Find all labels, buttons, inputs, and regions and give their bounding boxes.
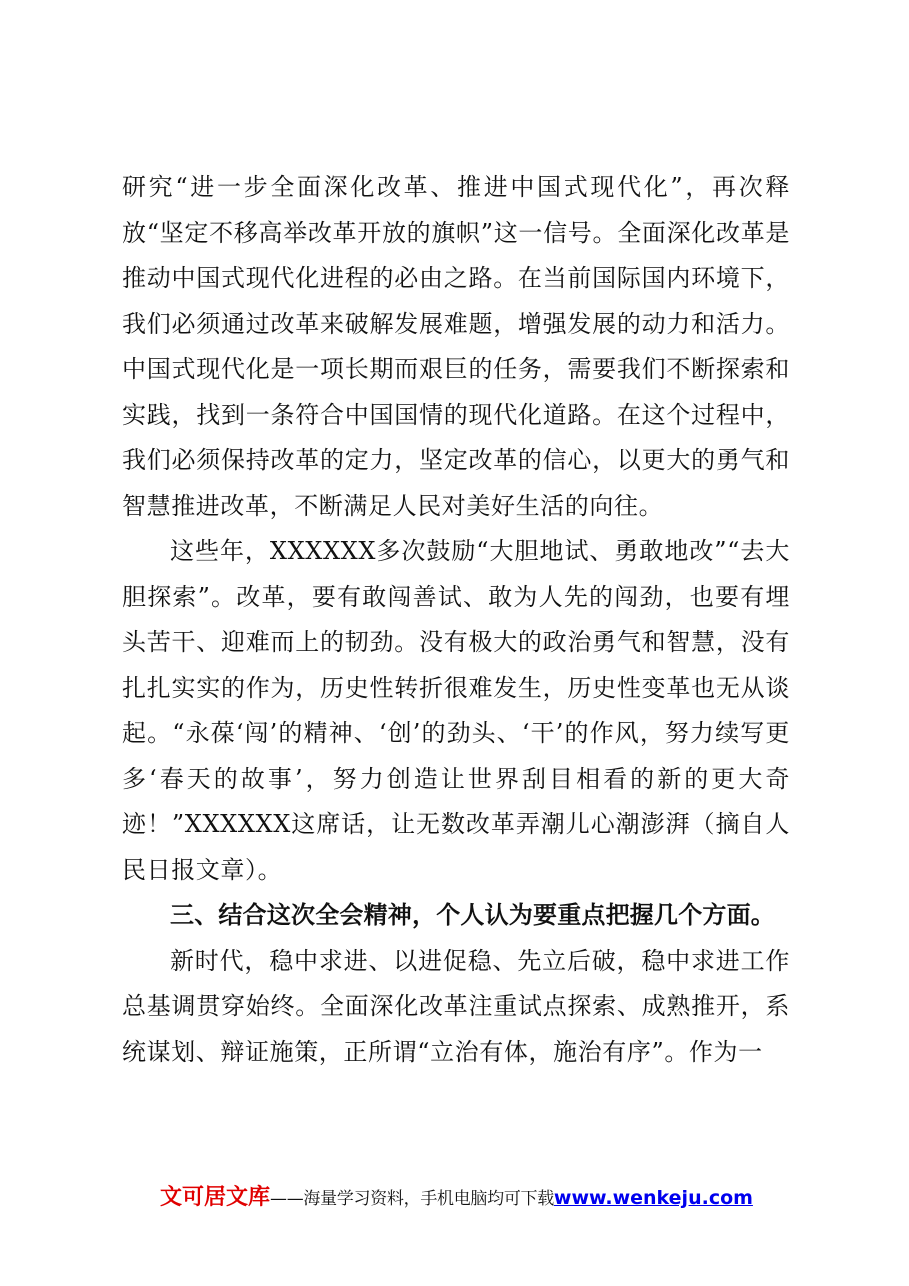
footer-brand: 文可居文库 xyxy=(160,1185,271,1210)
paragraph-new-era: 新时代，稳中求进、以进促稳、先立后破，稳中求进工作总基调贯穿始终。全面深化改革注重试点探索、成熟推开，系统谋划、辩证施策，正所谓“立治有体，施治有序”。作为一 xyxy=(122,946,790,1066)
paragraph-continuation: 研究“进一步全面深化改革、推进中国式现代化”，再次释放“坚定不移高举改革开放的旗帜”这一信号。全面深化改革是推动中国式现代化进程的必由之路。在当前国际国内环境下，我们必须通过改革来破解发展难题，增强发展的动力和活力。中国式现代化是一项长期而艰巨的任务，需要我们不断探索和实践，找到一条符合中国国情的现代化道路。在这个过程中，我们必须保持改革的定力，坚定改革的信心，以更大的勇气和智慧推进改革，不断满足人民对美好生活的向往。 xyxy=(122,173,790,520)
paragraph-reform-courage: 这些年，XXXXXX多次鼓励“大胆地试、勇敢地改”“去大胆探索”。改革，要有敢闯善试、敢为人先的闯劲，也要有埋头苦干、迎难而上的韧劲。没有极大的政治勇气和智慧，没有扎扎实实的作为，历史性转折很难发生，历史性变革也无从谈起。“永葆‘闯’的精神、‘创’的劲头、‘干’的作风，努力续写更多‘春天的故事’，努力创造让世界刮目相看的新的更大奇迹！”XXXXXX这席话，让无数改革弄潮儿心潮澎湃（摘自人民日报文章）。 xyxy=(122,537,790,884)
document-body xyxy=(122,165,790,1075)
footer-tagline: ——海量学习资料，手机电脑均可下载 xyxy=(270,1189,554,1209)
footer-website-link[interactable]: www.wenkeju.com xyxy=(553,1187,753,1209)
section-heading-three: 三、结合这次全会精神，个人认为要重点把握几个方面。 xyxy=(170,901,775,929)
footer-banner xyxy=(160,1180,780,1214)
